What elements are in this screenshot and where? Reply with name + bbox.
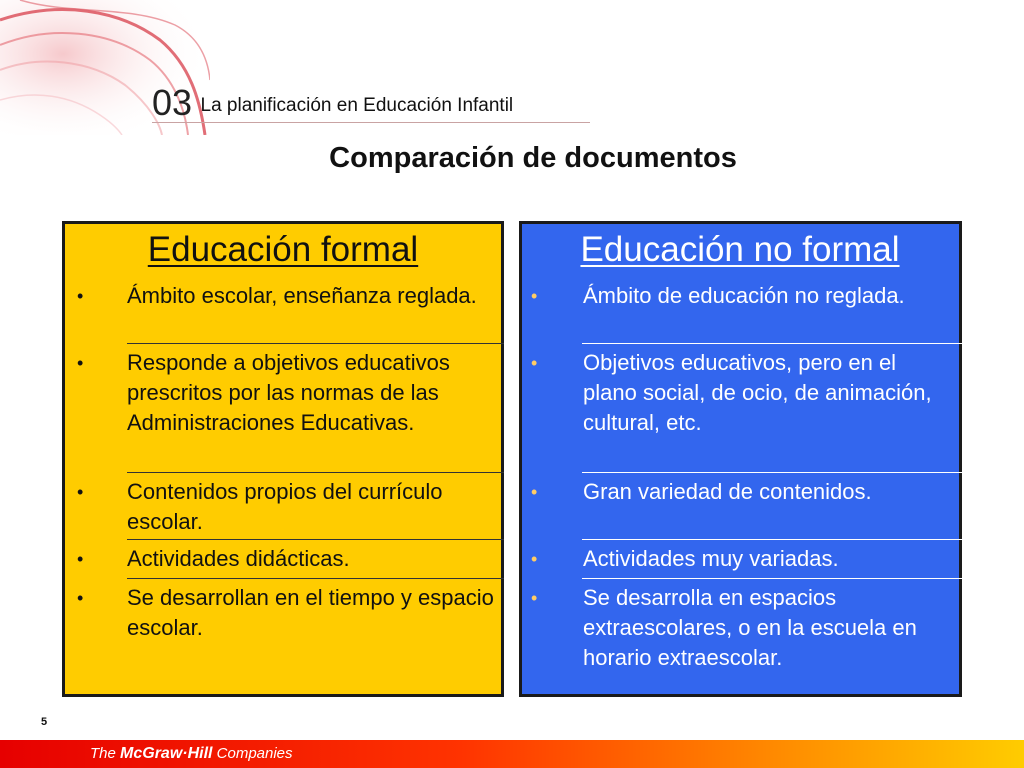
formal-item-text: Ámbito escolar, enseñanza reglada.: [127, 283, 477, 308]
nonformal-item-text: Gran variedad de contenidos.: [583, 479, 872, 504]
formal-item: [65, 583, 501, 643]
formal-item: [65, 477, 501, 537]
nonformal-item: [522, 583, 959, 673]
nonformal-item-text: Objetivos educativos, pero en el plano social, de ocio, de animación, cultural, etc.: [583, 350, 932, 435]
slide-title: Comparación de documentos: [329, 142, 737, 174]
nonformal-education-panel: [519, 221, 962, 697]
formal-item-text: Responde a objetivos educativos prescritos por las normas de las Administraciones Educativas.: [127, 350, 450, 435]
divider: [582, 472, 962, 473]
chapter-title: La planificación en Educación Infantil: [200, 95, 514, 116]
formal-heading: Educación formal: [147, 230, 419, 269]
bullet-icon: •: [77, 588, 84, 608]
divider: [127, 539, 504, 540]
formal-item: [65, 348, 501, 468]
divider: [127, 472, 504, 473]
nonformal-item: [522, 544, 959, 574]
bullet-icon: •: [77, 353, 84, 373]
logo-prefix: The: [90, 745, 121, 762]
logo-name: McGraw·Hill: [120, 745, 213, 762]
nonformal-item-text: Se desarrolla en espacios extraescolares, o en la escuela en horario extraescolar.: [583, 585, 917, 670]
nonformal-item: [522, 477, 959, 507]
formal-education-panel: [62, 221, 504, 697]
nonformal-item: [522, 281, 959, 341]
bullet-icon: •: [77, 286, 84, 306]
page-number: 5: [41, 716, 48, 728]
nonformal-item: [522, 348, 959, 438]
nonformal-item-text: Actividades muy variadas.: [583, 546, 839, 571]
formal-item-text: Contenidos propios del currículo escolar.: [127, 479, 443, 534]
divider: [582, 343, 962, 344]
bullet-icon: •: [77, 482, 84, 502]
divider: [582, 539, 962, 540]
logo-suffix: Companies: [212, 745, 293, 762]
formal-item: [65, 281, 501, 341]
footer-bar: [0, 740, 1024, 768]
bullet-icon: •: [531, 549, 538, 569]
divider: [582, 578, 962, 579]
formal-item: [65, 544, 501, 574]
divider: [127, 343, 504, 344]
chapter-header: [152, 84, 590, 123]
chapter-number: 03: [152, 82, 193, 123]
divider: [127, 578, 504, 579]
nonformal-item-text: Ámbito de educación no reglada.: [583, 283, 905, 308]
bullet-icon: •: [531, 286, 538, 306]
formal-item-text: Se desarrollan en el tiempo y espacio escolar.: [127, 585, 494, 640]
formal-item-text: Actividades didácticas.: [127, 546, 350, 571]
bullet-icon: •: [531, 588, 538, 608]
nonformal-heading: Educación no formal: [580, 230, 900, 269]
bullet-icon: •: [531, 353, 538, 373]
bullet-icon: •: [77, 549, 84, 569]
publisher-logo: [90, 742, 293, 766]
bullet-icon: •: [531, 482, 538, 502]
